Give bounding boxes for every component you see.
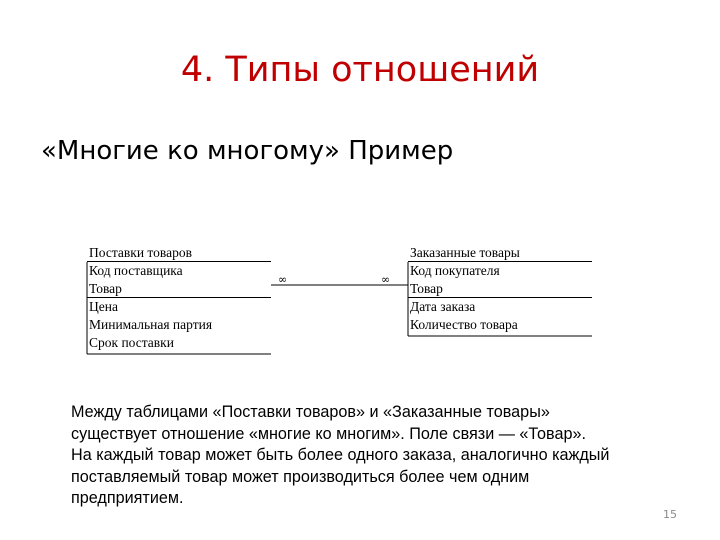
table-field: Количество товара bbox=[410, 317, 518, 332]
table-field: Цена bbox=[89, 299, 118, 314]
table-header: Поставки товаров bbox=[87, 244, 271, 262]
table-suppliers bbox=[87, 244, 271, 352]
description-paragraph bbox=[71, 402, 681, 510]
table-field: Код покупателя bbox=[410, 263, 500, 278]
description-line: поставляемый товар может производиться более чем одним bbox=[71, 467, 530, 486]
table-field: Код поставщика bbox=[89, 263, 183, 278]
description-line: Между таблицами «Поставки товаров» и «Заказанные товары» bbox=[71, 403, 550, 421]
table-orders bbox=[408, 244, 592, 334]
description-line: предприятием. bbox=[71, 489, 184, 507]
page-number: 15 bbox=[663, 508, 677, 521]
table-field: Товар bbox=[408, 280, 592, 298]
table-field: Срок поставки bbox=[89, 335, 174, 350]
table-field: Дата заказа bbox=[410, 299, 476, 314]
left-many-symbol: ∞ bbox=[278, 273, 288, 286]
right-many-symbol: ∞ bbox=[381, 273, 391, 286]
slide-title: 4. Типы отношений bbox=[180, 50, 540, 90]
description-line: существует отношение «многие ко многим». Поле связи — «Товар». bbox=[71, 424, 586, 443]
slide-subtitle: «Многие ко многому» Пример bbox=[41, 136, 454, 166]
table-field: Товар bbox=[87, 280, 271, 298]
table-header: Заказанные товары bbox=[408, 244, 592, 262]
description-line: На каждый товар может быть более одного заказа, аналогично каждый bbox=[71, 446, 610, 464]
table-field: Минимальная партия bbox=[89, 317, 213, 332]
